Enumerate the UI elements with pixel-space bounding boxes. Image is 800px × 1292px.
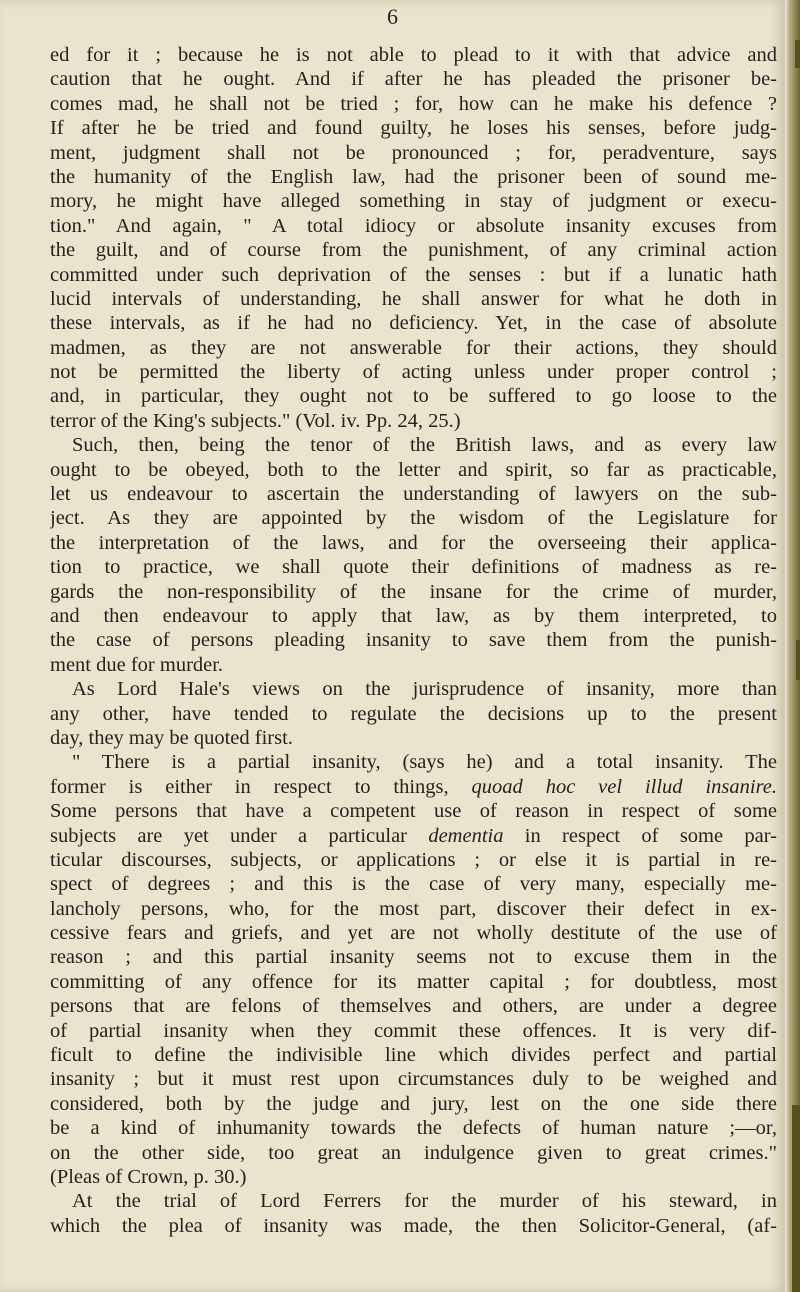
line-text: At the trial of Lord Ferrers for the murder of his steward, in <box>72 1190 777 1213</box>
line-text: tion." And again, " A total idiocy or absolute insanity excuses from <box>50 214 777 237</box>
line-text: not be permitted the liberty of acting unless under proper control ; <box>50 361 777 384</box>
text-line <box>50 1165 777 1189</box>
line-text: ed for it ; because he is not able to plead to it with that advice and <box>50 44 777 66</box>
text-line <box>50 531 777 555</box>
line-text: the interpretation of the laws, and for the overseeing their applica- <box>50 531 777 554</box>
line-text: ject. As they are appointed by the wisdom of the Legislature for <box>50 507 777 530</box>
text-line <box>50 775 777 799</box>
text-line <box>50 872 777 896</box>
line-text: these intervals, as if he had no deficiency. Yet, in the case of absolute <box>50 312 777 335</box>
text-line <box>50 506 777 530</box>
line-text: which the plea of insanity was made, the then Solicitor-General, (af- <box>50 1214 777 1237</box>
line-italic-text: quoad hoc vel illud insanire. <box>471 775 777 798</box>
line-text: let us endeavour to ascertain the understanding of lawyers on the sub- <box>50 483 777 506</box>
line-text: day, they may be quoted first. <box>50 726 293 749</box>
line-text: any other, have tended to regulate the decisions up to the present <box>50 702 777 725</box>
text-line <box>50 726 777 750</box>
line-text: reason ; and this partial insanity seems not to excuse them in the <box>50 946 777 969</box>
line-text: caution that he ought. And if after he has pleaded the prisoner be- <box>50 68 777 91</box>
line-text: subjects are yet under a particular <box>50 824 429 847</box>
edge-shadow-mark <box>796 640 800 680</box>
line-text-after: in respect of some par- <box>503 824 777 847</box>
text-line <box>50 165 777 189</box>
text-line <box>50 1019 777 1043</box>
line-text: madmen, as they are not answerable for their actions, they should <box>50 336 777 359</box>
text-line <box>50 677 777 701</box>
text-line <box>50 116 777 140</box>
text-line <box>50 994 777 1018</box>
text-line <box>50 750 777 774</box>
text-line <box>50 653 777 677</box>
edge-shadow-mark <box>795 40 800 68</box>
line-text: ficult to define the indivisible line which divides perfect and partial <box>50 1044 777 1067</box>
text-line <box>50 189 777 213</box>
text-line <box>50 67 777 91</box>
text-line <box>50 43 777 67</box>
body-text <box>50 43 777 1238</box>
line-text: As Lord Hale's views on the jurisprudence of insanity, more than <box>72 678 777 701</box>
line-text: (Pleas of Crown, p. 30.) <box>50 1165 247 1188</box>
text-line <box>50 824 777 848</box>
text-line <box>50 897 777 921</box>
text-line <box>50 1189 777 1213</box>
line-text: ought to be obeyed, both to the letter and spirit, so far as practicable, <box>50 458 777 481</box>
text-line <box>50 458 777 482</box>
text-line <box>50 945 777 969</box>
text-line <box>50 433 777 457</box>
line-italic-text: dementia <box>428 824 504 847</box>
text-line <box>50 1141 777 1165</box>
text-line <box>50 409 777 433</box>
line-text: of partial insanity when they commit these offences. It is very dif- <box>50 1019 777 1042</box>
text-line <box>50 1067 777 1091</box>
text-line <box>50 311 777 335</box>
text-line <box>50 970 777 994</box>
text-line <box>50 482 777 506</box>
line-text: comes mad, he shall not be tried ; for, how can he make his defence ? <box>50 92 777 115</box>
text-line <box>50 702 777 726</box>
edge-shadow-mark <box>792 1105 800 1292</box>
line-text: terror of the King's subjects." (Vol. iv. Pp. 24, 25.) <box>50 409 461 432</box>
text-line <box>50 92 777 116</box>
text-line <box>50 238 777 262</box>
line-text: insanity ; but it must rest upon circumstances duly to be weighed and <box>50 1068 777 1091</box>
line-text: ticular discourses, subjects, or applications ; or else it is partial in re- <box>50 848 777 871</box>
line-text: spect of degrees ; and this is the case of very many, especially me- <box>50 873 777 896</box>
text-line <box>50 580 777 604</box>
line-text: persons that are felons of themselves and others, are under a degree <box>50 995 777 1018</box>
line-text: on the other side, too great an indulgence given to great crimes." <box>50 1141 777 1164</box>
line-text: lancholy persons, who, for the most part, discover their defect in ex- <box>50 897 777 920</box>
text-line <box>50 287 777 311</box>
text-line <box>50 1116 777 1140</box>
line-text: Some persons that have a competent use of reason in respect of some <box>50 800 777 823</box>
line-text: tion to practice, we shall quote their definitions of madness as re- <box>50 556 777 579</box>
page-edge <box>785 0 800 1292</box>
line-text: lucid intervals of understanding, he shall answer for what he doth in <box>50 287 777 310</box>
text-line <box>50 141 777 165</box>
line-text: former is either in respect to things, <box>50 775 472 798</box>
text-line <box>50 628 777 652</box>
line-text: cessive fears and griefs, and yet are not wholly destitute of the use of <box>50 922 777 945</box>
text-line <box>50 1092 777 1116</box>
text-line <box>50 263 777 287</box>
line-text: committing of any offence for its matter capital ; for doubtless, most <box>50 970 777 993</box>
line-text: the case of persons pleading insanity to save them from the punish- <box>50 629 777 652</box>
text-line <box>50 604 777 628</box>
line-text: the guilt, and of course from the punishment, of any criminal action <box>50 239 777 262</box>
text-line <box>50 555 777 579</box>
text-line <box>50 921 777 945</box>
text-line <box>50 799 777 823</box>
text-line <box>50 848 777 872</box>
text-line <box>50 1043 777 1067</box>
line-text: be a kind of inhumanity towards the defects of human nature ;—or, <box>50 1117 777 1140</box>
line-text: gards the non-responsibility of the insane for the crime of murder, <box>50 580 777 603</box>
line-text: If after he be tried and found guilty, he loses his senses, before judg- <box>50 117 777 140</box>
text-line <box>50 214 777 238</box>
page-number: 6 <box>387 4 398 29</box>
line-text: committed under such deprivation of the senses : but if a lunatic hath <box>50 263 777 286</box>
line-text: mory, he might have alleged something in stay of judgment or execu- <box>50 190 777 213</box>
text-line <box>50 384 777 408</box>
text-line <box>50 1214 777 1238</box>
line-text: considered, both by the judge and jury, lest on the one side there <box>50 1092 777 1115</box>
line-text: Such, then, being the tenor of the British laws, and as every law <box>72 434 777 457</box>
text-line <box>50 336 777 360</box>
line-text: ment, judgment shall not be pronounced ; for, peradventure, says <box>50 141 777 164</box>
line-text: and then endeavour to apply that law, as by them interpreted, to <box>50 604 777 627</box>
text-line <box>50 360 777 384</box>
line-text: the humanity of the English law, had the prisoner been of sound me- <box>50 165 777 188</box>
line-text: and, in particular, they ought not to be suffered to go loose to the <box>50 385 777 408</box>
line-text: " There is a partial insanity, (says he) and a total insanity. The <box>72 751 777 774</box>
line-text: ment due for murder. <box>50 653 224 676</box>
